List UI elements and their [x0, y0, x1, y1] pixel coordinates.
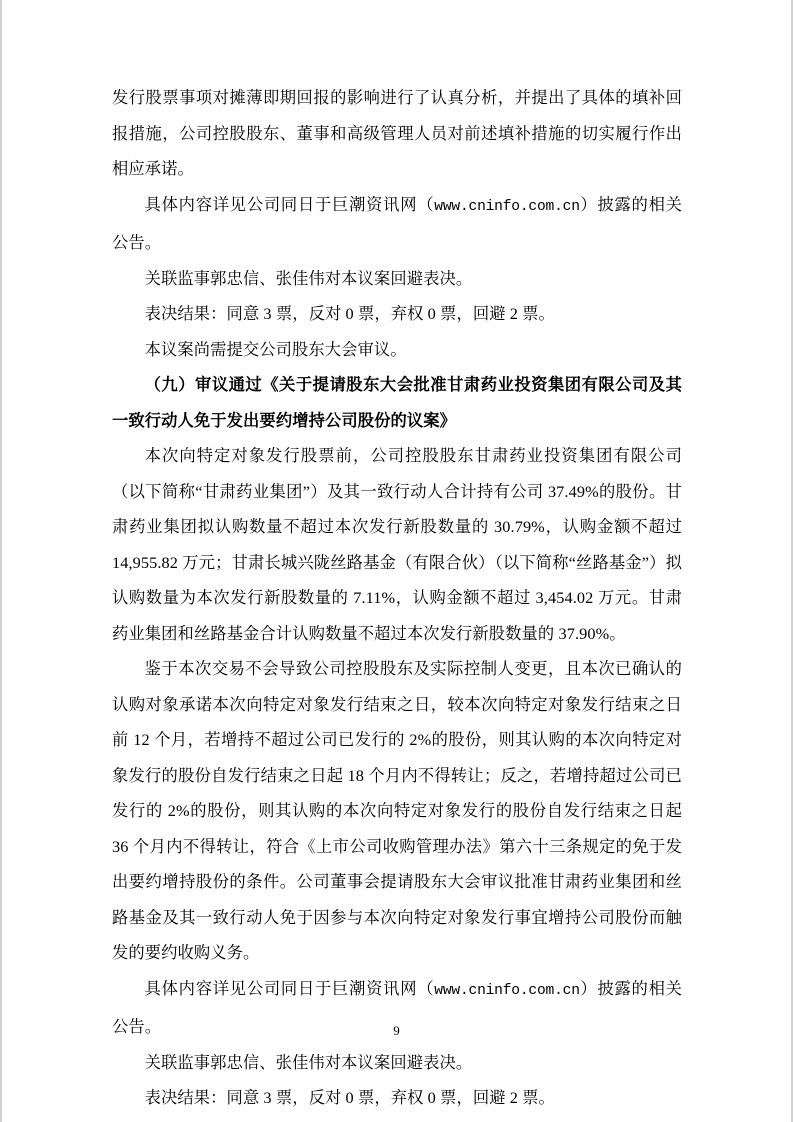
paragraph-10: 关联监事郭忠信、张佳伟对本议案回避表决。	[144, 1052, 473, 1072]
section-heading-nine: （九）审议通过《关于提请股东大会批准甘肃药业投资集团有限公司及其一致行动人免于发出要约增持公司股份的议案》	[112, 375, 682, 430]
paragraph-7: 本次向特定对象发行股票前，公司控股股东甘肃药业投资集团有限公司（以下简称“甘肃药业集团”）及其一致行动人合计持有公司 37.49%的股份。甘肃药业集团拟认购数量不超过本次发行新股数量的 30.79%，认购金额不超过 14,955.82 万元；甘肃长城兴陇丝路基金（有限合伙）（以下简称“丝路基金”）拟认购数量为本次发行新股数量的 7.11%，认购金额不超过 3,454.02 万元。甘肃药业集团和丝路基金合计认购数量不超过本次发行新股数量的 37.90%。	[112, 446, 682, 643]
paragraph-9-text-after: ）披露的相关公告。	[112, 978, 683, 1036]
paragraph-11: 表决结果：同意 3 票，反对 0 票，弃权 0 票，回避 2 票。	[144, 1088, 555, 1107]
paragraph-2-text-after: ）披露的相关公告。	[112, 194, 683, 252]
paragraph-2-text-before: 具体内容详见公司同日于巨潮资讯网（	[144, 194, 435, 214]
paragraph-2-url: www.cninfo.com.cn	[434, 198, 580, 215]
paragraph-9-text-before: 具体内容详见公司同日于巨潮资讯网（	[144, 978, 435, 998]
page-number: 9	[393, 1023, 400, 1038]
paragraph-4: 表决结果：同意 3 票，反对 0 票，弃权 0 票，回避 2 票。	[144, 304, 555, 323]
paragraph-3: 关联监事郭忠信、张佳伟对本议案回避表决。	[144, 268, 473, 288]
paragraph-1: 发行股票事项对摊薄即期回报的影响进行了认真分析，并提出了具体的填补回报措施，公司控股股东、董事和高级管理人员对前述填补措施的切实履行作出相应承诺。	[112, 88, 682, 178]
page-body	[112, 80, 682, 1116]
paragraph-9-url: www.cninfo.com.cn	[434, 982, 580, 999]
paragraph-8: 鉴于本次交易不会导致公司控股股东及实际控制人变更，且本次已确认的认购对象承诺本次向特定对象发行结束之日，较本次向特定对象发行结束之日前 12 个月，若增持不超过公司已发行的 2%的股份，则其认购的本次向特定对象发行的股份自发行结束之日起 18 个月内不得转让；反之，若增持超过公司已发行的 2%的股份，则其认购的本次向特定对象发行的股份自发行结束之日起 36 个月内不得转让，符合《上市公司收购管理办法》第六十三条规定的免于发出要约增持股份的条件。公司董事会提请股东大会审议批准甘肃药业集团和丝路基金及其一致行动人免于因参与本次向特定对象发行事宜增持公司股份而触发的要约收购义务。	[112, 659, 682, 962]
paragraph-5: 本议案尚需提交公司股东大会审议。	[144, 339, 407, 359]
paragraph-2	[112, 187, 682, 261]
page-left-edge	[0, 0, 2, 1122]
